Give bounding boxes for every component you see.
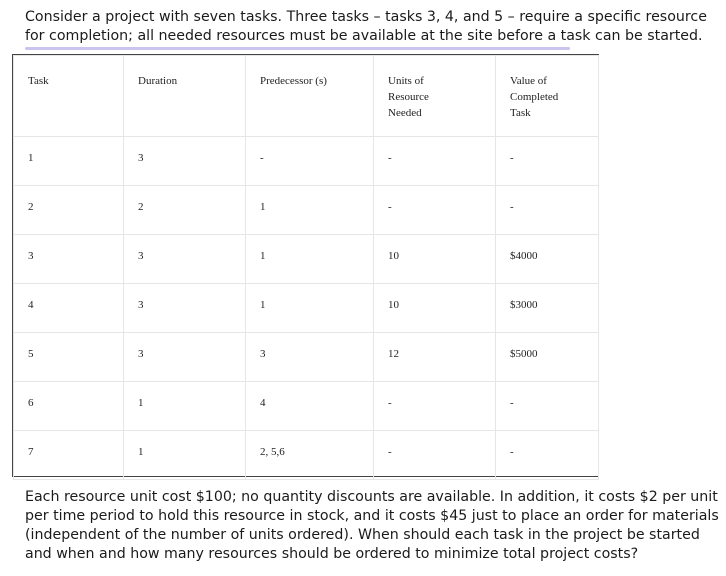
cell-duration: 3: [124, 284, 246, 333]
table-header-row: [14, 56, 599, 137]
cell-value: $5000: [496, 333, 599, 382]
cell-units: -: [374, 186, 496, 235]
table-row: [14, 137, 599, 186]
cell-task: 4: [14, 284, 124, 333]
table-row: [14, 333, 599, 382]
outro-paragraph: [25, 488, 720, 564]
cell-predecessors: 3: [246, 333, 374, 382]
cell-predecessors: 4: [246, 382, 374, 431]
cell-predecessors: 1: [246, 235, 374, 284]
header-duration: Duration: [124, 56, 246, 137]
cell-units: -: [374, 137, 496, 186]
cell-value: $4000: [496, 235, 599, 284]
cell-value: -: [496, 137, 599, 186]
cell-predecessors: -: [246, 137, 374, 186]
cell-value: -: [496, 186, 599, 235]
cell-value: -: [496, 431, 599, 480]
cell-task: 1: [14, 137, 124, 186]
intro-text: Consider a project with seven tasks. Three tasks – tasks 3, 4, and 5 – require a specific resource for completion; all needed resources must be available at the site before a task can be started.: [25, 9, 707, 44]
intro-paragraph: [25, 8, 725, 46]
table-row: [14, 431, 599, 480]
cell-value: -: [496, 382, 599, 431]
header-predecessors: Predecessor (s): [246, 56, 374, 137]
cell-task: 6: [14, 382, 124, 431]
cell-predecessors: 1: [246, 284, 374, 333]
cell-duration: 1: [124, 382, 246, 431]
cell-units: -: [374, 431, 496, 480]
table-row: [14, 382, 599, 431]
cell-task: 5: [14, 333, 124, 382]
header-task: Task: [14, 56, 124, 137]
cell-units: -: [374, 382, 496, 431]
cell-task: 3: [14, 235, 124, 284]
text-highlight-underline: [25, 47, 570, 50]
outro-text: Each resource unit cost $100; no quantity discounts are available. In addition, it costs $2 per unit per time period to hold this resource in stock, and it costs $45 just to place an order for materials (independent of the number of units ordered). When should each task in the project be started and when and how many resources should be ordered to minimize total project costs?: [25, 489, 719, 562]
cell-duration: 2: [124, 186, 246, 235]
cell-value: $3000: [496, 284, 599, 333]
cell-predecessors: 2, 5,6: [246, 431, 374, 480]
cell-task: 7: [14, 431, 124, 480]
cell-task: 2: [14, 186, 124, 235]
cell-duration: 3: [124, 333, 246, 382]
table-row: [14, 284, 599, 333]
cell-duration: 1: [124, 431, 246, 480]
table-row: [14, 235, 599, 284]
cell-duration: 3: [124, 137, 246, 186]
cell-duration: 3: [124, 235, 246, 284]
table-row: [14, 186, 599, 235]
cell-predecessors: 1: [246, 186, 374, 235]
cell-units: 10: [374, 235, 496, 284]
header-value-completed: Value of Completed Task: [496, 56, 599, 137]
task-table: [13, 55, 599, 480]
header-units-needed: Units of Resource Needed: [374, 56, 496, 137]
cell-units: 12: [374, 333, 496, 382]
cell-units: 10: [374, 284, 496, 333]
